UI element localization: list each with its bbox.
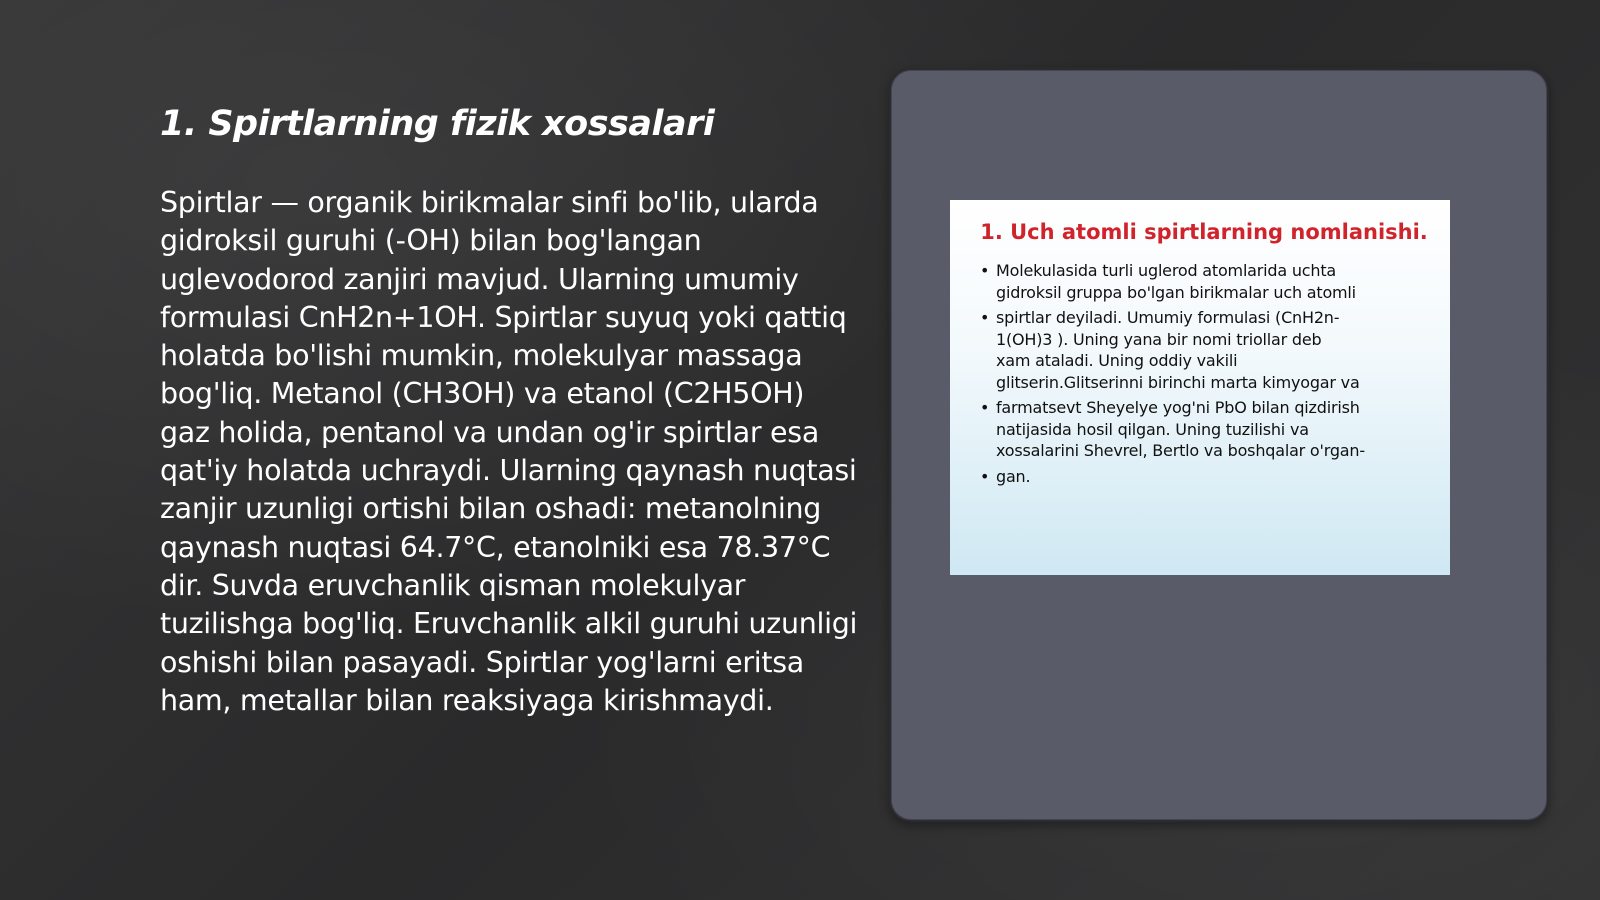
bullet-text: spirtlar deyiladi. Umumiy formulasi (CnH2n- 1(OH)3 ). Uning yana bir nomi triollar deb xam ataladi. Uning oddiy vakili glitserin.Glitserinni birinchi marta kimyogar va [996, 308, 1360, 392]
bullet-icon: • [980, 398, 990, 417]
list-item [980, 397, 1428, 462]
bullet-text: Molekulasida turli uglerod atomlarida uchta gidroksil gruppa bo'lgan birikmalar uch atomli [996, 261, 1356, 302]
list-item [980, 260, 1428, 303]
embedded-bullet-list [980, 260, 1428, 487]
embedded-slide-title: 1. Uch atomli spirtlarning nomlanishi. [980, 220, 1428, 244]
slide-body-text: Spirtlar — organik birikmalar sinfi bo'lib, ularda gidroksil guruhi (-OH) bilan bog'langan uglevodorod zanjiri mavjud. Ularning umumiy formulasi CnH2n+1OH. Spirtlar suyuq yoki qattiq holatda bo'lishi mumkin, molekulyar massaga bog'liq. Metanol (CH3OH) va etanol (C2H5OH) gaz holida, pentanol va undan og'ir spirtlar esa qat'iy holatda uchraydi. Ularning qaynash nuqtasi zanjir uzunligi ortishi bilan oshadi: metanolning qaynash nuqtasi 64.7°C, etanolniki esa 78.37°C dir. Suvda eruvchanlik qisman molekulyar tuzilishga bog'liq. Eruvchanlik alkil guruhi uzunligi oshishi bilan pasayadi. Spirtlar yog'larni eritsa ham, metallar bilan reaksiyaga kirishmaydi. [160, 186, 858, 717]
bullet-text: gan. [996, 466, 1031, 486]
list-item [980, 466, 1428, 488]
bullet-icon: • [980, 466, 990, 486]
bullet-icon: • [980, 261, 990, 280]
bullet-text: farmatsevt Sheyelye yog'ni PbO bilan qizdirish natijasida hosil qilgan. Uning tuzilishi va xossalarini Shevrel, Bertlo va boshqalar o'rgan- [996, 398, 1365, 460]
embedded-slide-image [950, 200, 1450, 575]
slide-title: 1. Spirtlarning fizik xossalari [160, 104, 715, 144]
bullet-icon: • [980, 308, 990, 327]
list-item [980, 307, 1428, 393]
